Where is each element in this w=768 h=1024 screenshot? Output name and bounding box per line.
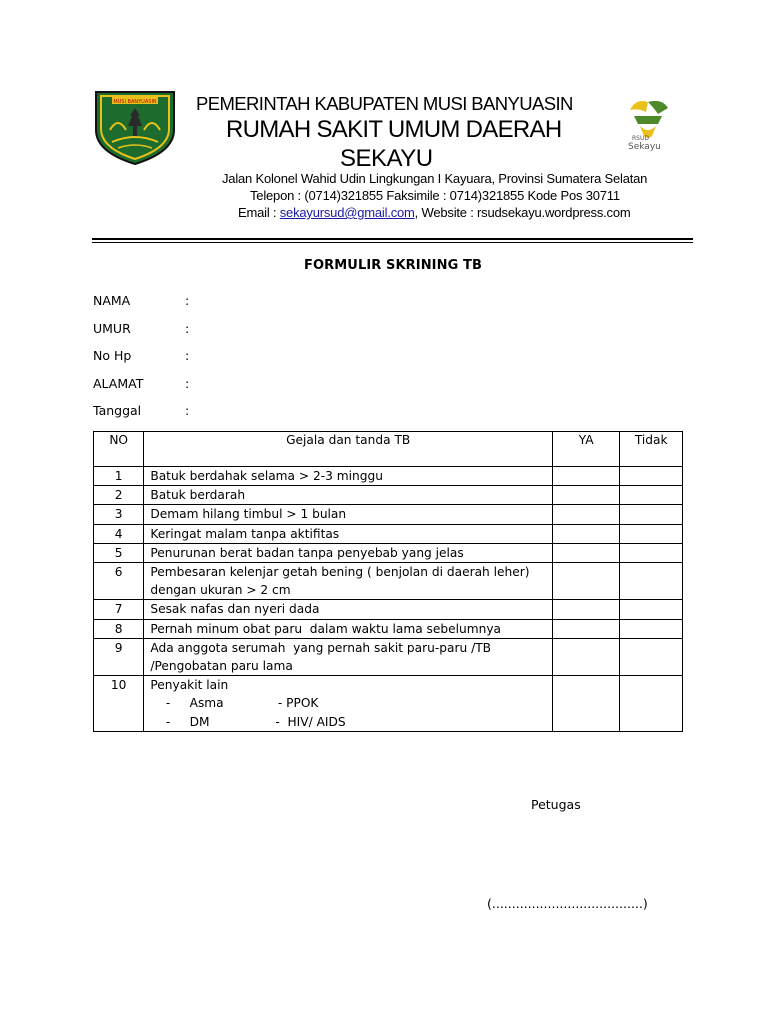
age-field-label: UMUR	[93, 321, 131, 336]
symptom-text: Keringat malam tanpa aktifitas	[150, 526, 340, 541]
hospital-name: RUMAH SAKIT UMUM DAERAH	[226, 116, 562, 143]
address-field-label: ALAMAT	[93, 376, 144, 391]
signature-line[interactable]: (......................................)	[487, 896, 648, 911]
email-line	[238, 205, 630, 220]
phone-line: Telepon : (0714)321855 Faksimile : 0714)321855 Kode Pos 30711	[250, 188, 620, 203]
symptom-text: Pernah minum obat paru dalam waktu lama sebelumnya	[150, 621, 502, 636]
table-row	[94, 467, 683, 486]
phone-field-colon[interactable]: :	[185, 348, 190, 363]
symptom-cell	[144, 619, 553, 638]
yes-checkbox-cell[interactable]	[553, 638, 620, 675]
header-yes: YA	[553, 432, 620, 467]
symptom-cell	[144, 467, 553, 486]
symptom-cell	[144, 524, 553, 543]
date-field-label: Tanggal	[93, 403, 142, 418]
table-row	[94, 524, 683, 543]
header-no-answer: Tidak	[620, 432, 683, 467]
logo-rsud-text: RSUD	[632, 135, 649, 142]
table-row	[94, 505, 683, 524]
symptom-text: Sesak nafas dan nyeri dada	[150, 602, 320, 617]
header-divider-thin	[92, 242, 693, 243]
no-checkbox-cell[interactable]	[620, 467, 683, 486]
symptom-cell	[144, 638, 553, 675]
table-row	[94, 638, 683, 675]
symptom-text: - DM - HIV/ AIDS	[150, 714, 346, 729]
no-checkbox-cell[interactable]	[620, 505, 683, 524]
symptom-cell	[144, 486, 553, 505]
yes-checkbox-cell[interactable]	[553, 505, 620, 524]
row-number: 9	[94, 638, 144, 675]
name-field-colon[interactable]: :	[185, 293, 190, 308]
rsud-sekayu-logo	[618, 92, 678, 154]
yes-checkbox-cell[interactable]	[553, 543, 620, 562]
yes-checkbox-cell[interactable]	[553, 486, 620, 505]
row-number: 2	[94, 486, 144, 505]
table-row	[94, 676, 683, 732]
yes-checkbox-cell[interactable]	[553, 563, 620, 600]
row-number: 7	[94, 600, 144, 619]
no-checkbox-cell[interactable]	[620, 638, 683, 675]
no-checkbox-cell[interactable]	[620, 486, 683, 505]
address-field-colon[interactable]: :	[185, 376, 190, 391]
row-number: 8	[94, 619, 144, 638]
no-checkbox-cell[interactable]	[620, 600, 683, 619]
no-checkbox-cell[interactable]	[620, 563, 683, 600]
symptom-text: Pembesaran kelenjar getah bening ( benjolan di daerah leher)	[150, 565, 530, 580]
symptom-text: Penyakit lain	[150, 678, 229, 693]
yes-checkbox-cell[interactable]	[553, 524, 620, 543]
symptom-text: /Pengobatan paru lama	[150, 659, 293, 674]
header-divider-thick	[92, 238, 693, 240]
email-prefix: Email :	[238, 205, 280, 220]
table-header-row	[94, 432, 683, 467]
officer-label: Petugas	[531, 797, 581, 812]
table-row	[94, 486, 683, 505]
website-text: , Website : rsudsekayu.wordpress.com	[414, 205, 631, 220]
header-no: NO	[94, 432, 144, 467]
yes-checkbox-cell[interactable]	[553, 676, 620, 732]
emblem-banner-text: MUSI BANYUASIN	[113, 99, 157, 105]
symptom-text: Ada anggota serumah yang pernah sakit paru-paru /TB	[150, 640, 491, 655]
no-checkbox-cell[interactable]	[620, 676, 683, 732]
row-number: 1	[94, 467, 144, 486]
symptom-text: Penurunan berat badan tanpa penyebab yang jelas	[150, 545, 464, 560]
row-number: 3	[94, 505, 144, 524]
yes-checkbox-cell[interactable]	[553, 600, 620, 619]
row-number: 6	[94, 563, 144, 600]
symptom-cell	[144, 505, 553, 524]
name-field-label: NAMA	[93, 293, 131, 308]
city-name: SEKAYU	[340, 145, 433, 172]
no-checkbox-cell[interactable]	[620, 543, 683, 562]
email-link[interactable]: sekayursud@gmail.com	[279, 205, 415, 220]
address-line: Jalan Kolonel Wahid Udin Lingkungan I Kayuara, Provinsi Sumatera Selatan	[222, 171, 648, 186]
table-row	[94, 543, 683, 562]
symptom-cell	[144, 563, 553, 600]
symptom-cell	[144, 600, 553, 619]
row-number: 10	[94, 676, 144, 732]
symptom-text: Batuk berdahak selama > 2-3 minggu	[150, 469, 383, 483]
symptom-cell	[144, 676, 553, 732]
table-row	[94, 563, 683, 600]
phone-field-label: No Hp	[93, 348, 132, 363]
header-symptom: Gejala dan tanda TB	[144, 432, 553, 467]
government-name: PEMERINTAH KABUPATEN MUSI BANYUASIN	[196, 93, 573, 114]
no-checkbox-cell[interactable]	[620, 619, 683, 638]
no-checkbox-cell[interactable]	[620, 524, 683, 543]
table-row	[94, 619, 683, 638]
yes-checkbox-cell[interactable]	[553, 467, 620, 486]
table-row	[94, 600, 683, 619]
row-number: 5	[94, 543, 144, 562]
yes-checkbox-cell[interactable]	[553, 619, 620, 638]
logo-sekayu-text: Sekayu	[628, 142, 661, 152]
row-number: 4	[94, 524, 144, 543]
regency-emblem-logo	[92, 86, 178, 166]
age-field-colon[interactable]: :	[185, 321, 190, 336]
symptom-text: Batuk berdarah	[150, 488, 246, 503]
symptom-text: Demam hilang timbul > 1 bulan	[150, 507, 347, 522]
date-field-colon[interactable]: :	[185, 403, 190, 418]
symptom-cell	[144, 543, 553, 562]
symptom-table	[93, 431, 683, 732]
symptom-table-body	[94, 467, 683, 732]
form-title: FORMULIR SKRINING TB	[304, 258, 482, 273]
symptom-text: - Asma - PPOK	[150, 696, 319, 711]
symptom-text: dengan ukuran > 2 cm	[150, 583, 291, 598]
